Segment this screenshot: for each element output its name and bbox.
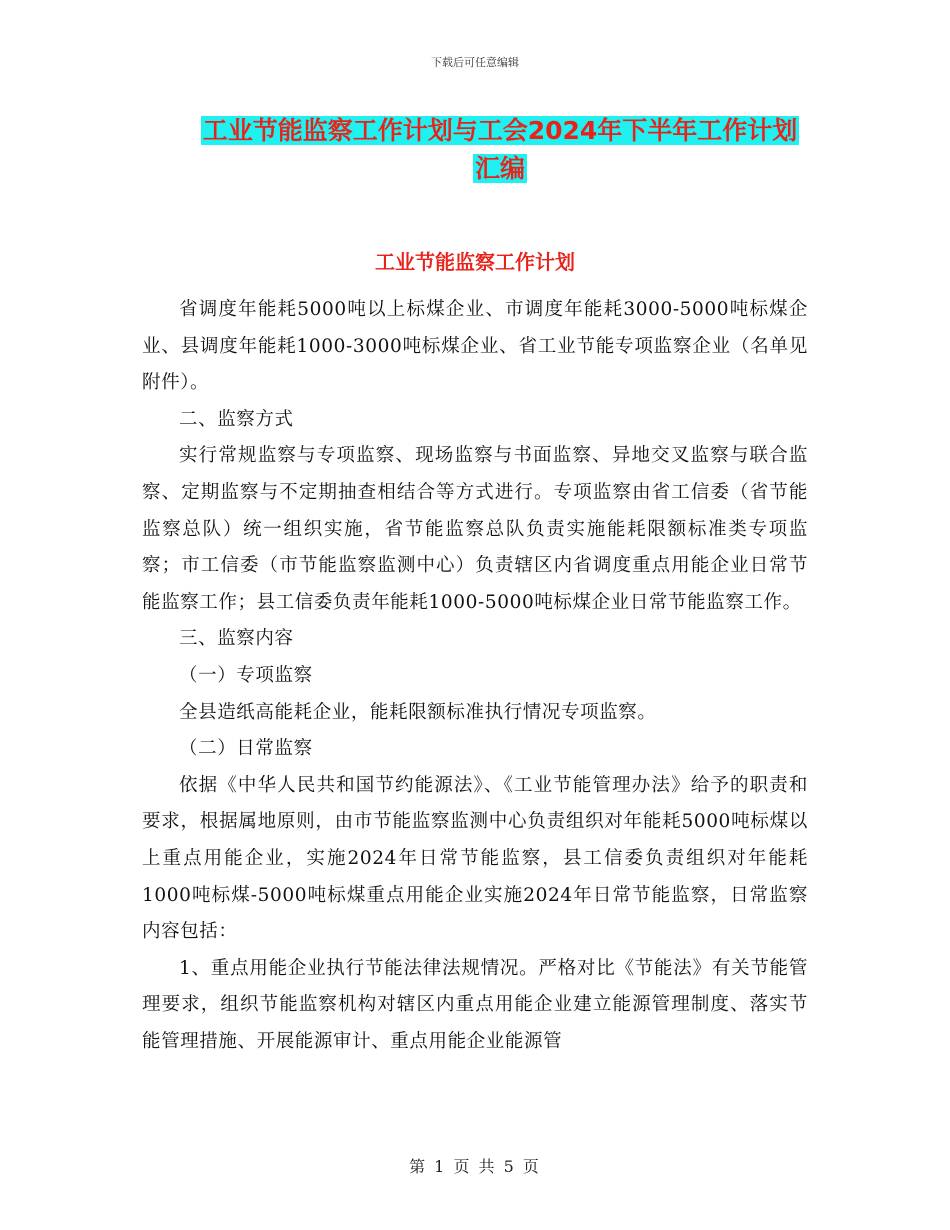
heading-content: 三、监察内容 [179, 628, 294, 650]
document-title-line2: 汇编 [474, 154, 525, 183]
document-body [142, 292, 808, 1060]
paragraph-special: 全县造纸高能耗企业，能耗限额标准执行情况专项监察。 [179, 701, 657, 723]
section-title: 工业节能监察工作计划 [375, 250, 575, 274]
document-title-line1: 工业节能监察工作计划与工会2024年下半年工作计划 [202, 116, 798, 145]
heading-method: 二、监察方式 [179, 408, 294, 430]
paragraph-method: 实行常规监察与专项监察、现场监察与书面监察、异地交叉监察与联合监察、定期监察与不定期抽查相结合等方式进行。专项监察由省工信委（省节能监察总队）统一组织实施，省节能监察总队负责实施能耗限额标准类专项监察；市工信委（市节能监察监测中心）负责辖区内省调度重点用能企业日常节能监察工作；县工信委负责年能耗1000-5000吨标煤企业日常节能监察工作。 [142, 445, 808, 613]
page-footer: 第 1 页 共 5 页 [409, 1157, 541, 1176]
subheading-daily: （二）日常监察 [179, 738, 313, 760]
subheading-special: （一）专项监察 [179, 664, 313, 686]
header-note: 下载后可任意编辑 [431, 56, 519, 69]
paragraph-daily: 依据《中华人民共和国节约能源法》、《工业节能管理办法》给予的职责和要求，根据属地原则，由市节能监察监测中心负责组织对年能耗5000吨标煤以上重点用能企业，实施2024年日常节能监察，县工信委负责组织对年能耗1000吨标煤-5000吨标煤重点用能企业实施2024年日常节能监察，日常监察内容包括： [142, 774, 808, 943]
paragraph-scope: 省调度年能耗5000吨以上标煤企业、市调度年能耗3000-5000吨标煤企业、县调度年能耗1000-3000吨标煤企业、省工业节能专项监察企业（名单见附件）。 [142, 299, 808, 394]
document-title [140, 112, 860, 188]
paragraph-item-1: 1、重点用能企业执行节能法律法规情况。严格对比《节能法》有关节能管理要求，组织节能监察机构对辖区内重点用能企业建立能源管理制度、落实节能管理措施、开展能源审计、重点用能企业能源管 [142, 957, 808, 1052]
